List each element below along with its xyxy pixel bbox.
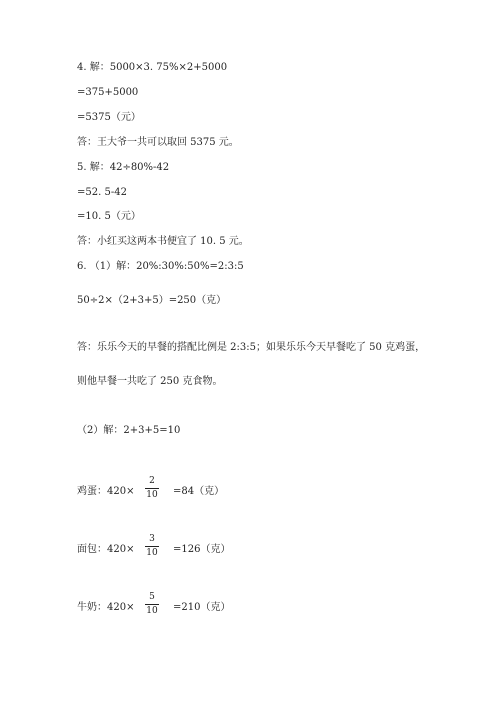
q4-line-1: 4. 解：5000×3. 75%×2+5000	[77, 62, 228, 73]
egg-label: 鸡蛋：420×	[77, 486, 135, 497]
egg-calculation	[77, 476, 437, 506]
egg-result: =84（克）	[173, 486, 225, 497]
egg-fraction	[145, 476, 159, 501]
q6-part2-line-1: （2）解：2+3+5=10	[77, 425, 181, 436]
q6-part1-line-2: 50÷2×（2+3+5）=250（克）	[77, 295, 227, 306]
fraction-numerator: 3	[145, 534, 159, 547]
fraction-denominator: 10	[146, 490, 158, 500]
q6-answer-line-2: 则他早餐一共吃了 250 克食物。	[77, 376, 223, 387]
fraction-denominator: 10	[146, 606, 158, 616]
bread-label: 面包：420×	[77, 544, 135, 555]
milk-result: =210（克）	[173, 602, 231, 613]
q5-line-3: =10. 5（元）	[77, 211, 141, 222]
milk-label: 牛奶：420×	[77, 602, 135, 613]
q6-part1-line-1: 6. （1）解：20%:30%:50%=2:3:5	[77, 261, 244, 272]
q5-answer: 答：小红买这两本书便宜了 10. 5 元。	[77, 236, 249, 247]
milk-fraction	[145, 592, 159, 617]
q6-answer-line-1: 答：乐乐今天的早餐的搭配比例是 2:3:5；如果乐乐今天早餐吃了 50 克鸡蛋，	[77, 342, 426, 353]
bread-fraction	[145, 534, 159, 559]
q4-line-3: =5375（元）	[77, 112, 141, 123]
fraction-denominator: 10	[146, 548, 158, 558]
q4-line-2: =375+5000	[77, 87, 139, 98]
milk-calculation	[77, 592, 437, 622]
fraction-numerator: 5	[145, 592, 159, 605]
bread-calculation	[77, 534, 437, 564]
q5-line-2: =52. 5-42	[77, 187, 127, 198]
q5-line-1: 5. 解：42÷80%-42	[77, 162, 170, 173]
fraction-numerator: 2	[145, 476, 159, 489]
q4-answer: 答：王大爷一共可以取回 5375 元。	[77, 137, 239, 148]
bread-result: =126（克）	[173, 544, 231, 555]
